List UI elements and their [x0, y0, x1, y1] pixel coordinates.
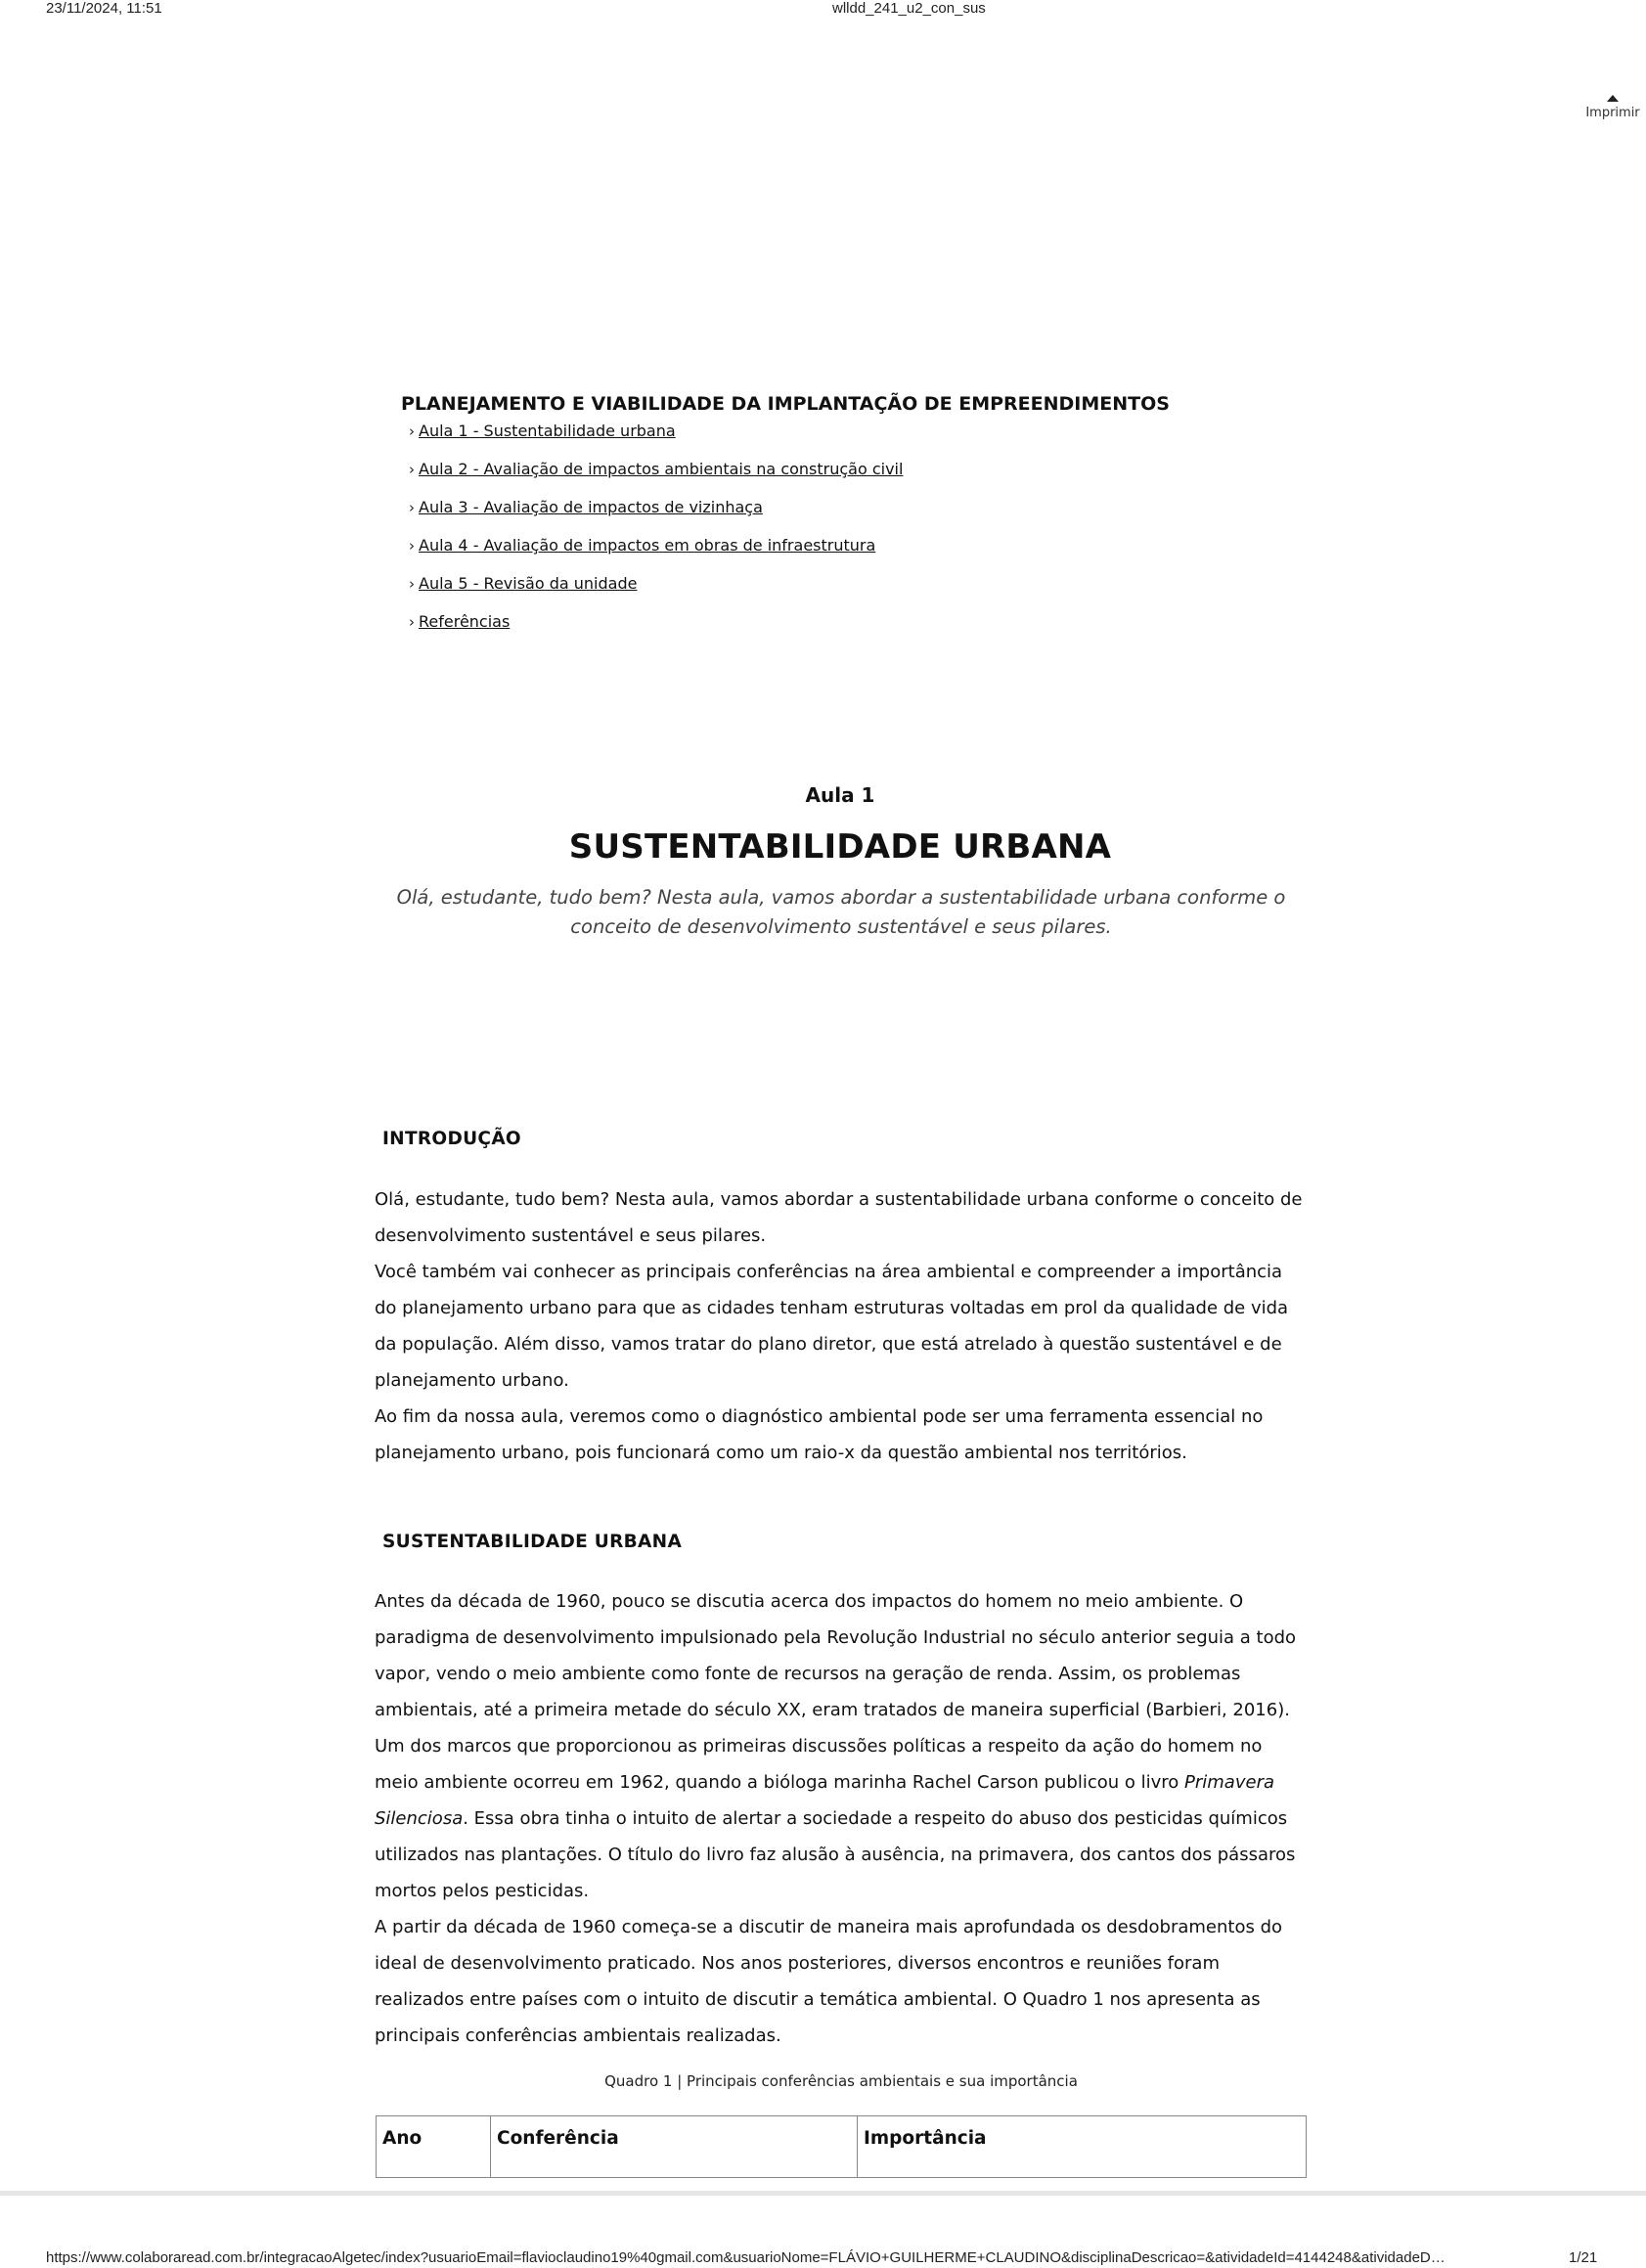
- column-header-ano: Ano: [377, 2116, 491, 2178]
- paragraph: [375, 1728, 1309, 1909]
- sustentabilidade-body: [375, 1583, 1309, 2054]
- nav-link-aula-1[interactable]: Aula 1 - Sustentabilidade urbana: [419, 422, 676, 440]
- print-button[interactable]: [1579, 95, 1646, 120]
- course-title: PLANEJAMENTO E VIABILIDADE DA IMPLANTAÇÃO DE EMPREENDIMENTOS: [401, 393, 1170, 415]
- lesson-subtitle: Olá, estudante, tudo bem? Nesta aula, vamos abordar a sustentabilidade urbana conforme o conceito de desenvolvimento sustentável e seus pilares.: [396, 886, 1286, 938]
- table-header-row: [377, 2116, 1307, 2178]
- nav-link-aula-4[interactable]: Aula 4 - Avaliação de impactos em obras de infraestrutura: [419, 536, 876, 555]
- conferences-table: [376, 2115, 1307, 2178]
- lesson-title: SUSTENTABILIDADE URBANA: [568, 827, 1112, 867]
- nav-item-referencias: [409, 611, 903, 649]
- book-title: Primavera Silenciosa: [375, 1772, 1274, 1829]
- intro-body: [375, 1181, 1309, 1471]
- print-document-title: wlldd_241_u2_con_sus: [832, 0, 986, 17]
- page-divider: [0, 2191, 1646, 2196]
- nav-link-aula-2[interactable]: Aula 2 - Avaliação de impactos ambientais na construção civil: [419, 460, 904, 478]
- chevron-right-icon: ›: [409, 575, 415, 593]
- chevron-right-icon: ›: [409, 537, 415, 555]
- paragraph: Você também vai conhecer as principais conferências na área ambiental e compreender a importância do planejamento urbano para que as cidades tenham estruturas voltadas em prol da qualidade de vida da população. Além disso, vamos tratar do plano diretor, que está atrelado à questão sustentável e de planejamento urbano.: [375, 1262, 1289, 1391]
- page-number: 1/21: [1569, 2249, 1598, 2266]
- column-header-importancia: Importância: [858, 2116, 1307, 2178]
- chevron-right-icon: ›: [409, 461, 415, 478]
- nav-item-aula-5: [409, 573, 903, 611]
- lesson-label: Aula 1: [805, 783, 875, 807]
- chevron-right-icon: ›: [409, 499, 415, 516]
- nav-item-aula-1: [409, 421, 903, 459]
- paragraph: Olá, estudante, tudo bem? Nesta aula, vamos abordar a sustentabilidade urbana conforme o conceito de desenvolvimento sustentável e seus pilares.: [375, 1189, 1303, 1246]
- section-heading-introducao: INTRODUÇÃO: [382, 1129, 521, 1149]
- print-datetime: 23/11/2024, 11:51: [46, 0, 162, 17]
- chevron-right-icon: ›: [409, 613, 415, 631]
- chevron-right-icon: ›: [409, 422, 415, 440]
- print-url: https://www.colaboraread.com.br/integracaoAlgetec/index?usuarioEmail=flavioclaudino19%40gmail.com&usuarioNome=FLÁVIO+GUILHERME+CLAUDINO&disciplinaDescricao=&atividadeId=4144248&atividadeD…: [46, 2249, 1446, 2266]
- paragraph: Ao fim da nossa aula, veremos como o diagnóstico ambiental pode ser uma ferramenta essencial no planejamento urbano, pois funcionará como um raio-x da questão ambiental nos territórios.: [375, 1406, 1264, 1463]
- print-button-label: Imprimir: [1585, 106, 1640, 120]
- paragraph: Antes da década de 1960, pouco se discutia acerca dos impactos do homem no meio ambiente. O paradigma de desenvolvimento impulsionado pela Revolução Industrial no século anterior seguia a todo vapor, vendo o meio ambiente como fonte de recursos na geração de renda. Assim, os problemas ambientais, até a primeira metade do século XX, eram tratados de maneira superficial (Barbieri, 2016).: [375, 1591, 1297, 1720]
- paragraph-text: . Essa obra tinha o intuito de alertar a sociedade a respeito do abuso dos pesticidas químicos utilizados nas plantações. O título do livro faz alusão à ausência, na primavera, dos cantos dos pássaros mortos pelos pesticidas.: [375, 1808, 1296, 1901]
- table-caption: Quadro 1 | Principais conferências ambientais e sua importância: [604, 2072, 1078, 2090]
- lesson-nav: [409, 421, 903, 649]
- nav-item-aula-3: [409, 497, 903, 535]
- nav-item-aula-2: [409, 459, 903, 497]
- nav-item-aula-4: [409, 535, 903, 573]
- section-heading-sustentabilidade: SUSTENTABILIDADE URBANA: [382, 1532, 683, 1552]
- caret-up-icon: [1607, 95, 1619, 102]
- nav-link-aula-5[interactable]: Aula 5 - Revisão da unidade: [419, 574, 638, 593]
- column-header-conferencia: Conferência: [491, 2116, 858, 2178]
- paragraph-text: Um dos marcos que proporcionou as primeiras discussões políticas a respeito da ação do homem no meio ambiente ocorreu em 1962, quando a bióloga marinha Rachel Carson publicou o livro: [375, 1736, 1263, 1793]
- nav-link-referencias[interactable]: Referências: [419, 612, 511, 631]
- paragraph: A partir da década de 1960 começa-se a discutir de maneira mais aprofundada os desdobramentos do ideal de desenvolvimento praticado. Nos anos posteriores, diversos encontros e reuniões foram realizados entre países com o intuito de discutir a temática ambiental. O Quadro 1 nos apresenta as principais conferências ambientais realizadas.: [375, 1917, 1283, 2046]
- nav-link-aula-3[interactable]: Aula 3 - Avaliação de impactos de vizinhaça: [419, 498, 763, 516]
